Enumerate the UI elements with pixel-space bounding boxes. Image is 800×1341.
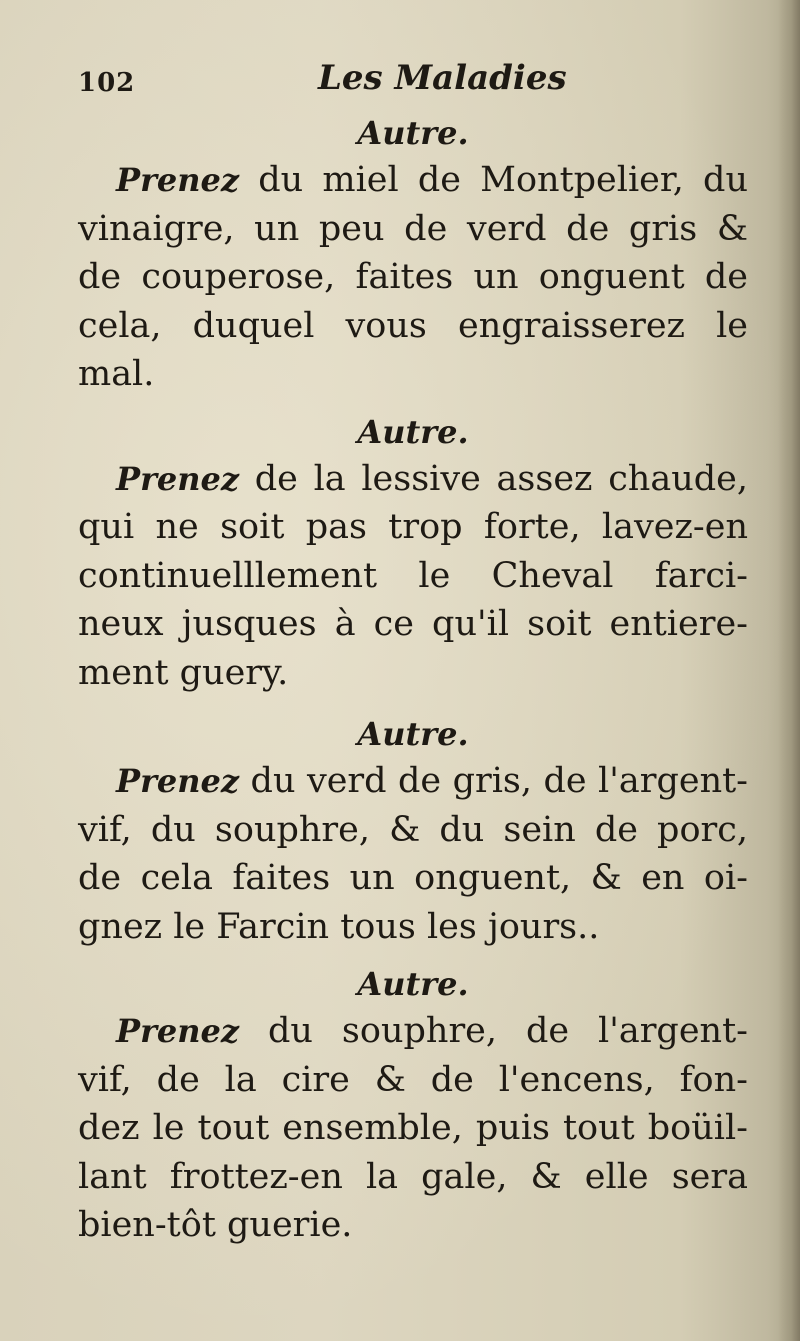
page-header <box>78 58 750 108</box>
text-line: vif, de la cire & de l'encens, fon- <box>78 1059 748 1100</box>
text-line: Prenez du verd de gris, de l'argent- <box>116 761 748 801</box>
section-heading: Autre. <box>357 412 469 451</box>
lead-word: Prenez <box>116 762 240 800</box>
text-line: vinaigre, un peu de verd de gris & <box>78 208 748 249</box>
text-line: Prenez de la lessive assez chaude, <box>116 458 748 499</box>
section-heading: Autre. <box>357 715 469 753</box>
section-heading: Autre. <box>357 965 469 1003</box>
lead-word: Prenez <box>116 161 240 199</box>
recipe-2 <box>78 409 748 698</box>
text-line: neux jusques à ce qu'il soit entiere- <box>78 604 748 644</box>
text-line: de couperose, faites un onguent de <box>78 257 748 297</box>
text-line: gnez le Farcin tous les jours.. <box>78 906 600 947</box>
lead-word: Prenez <box>116 459 240 498</box>
text-line: vif, du souphre, & du sein de porc, <box>78 809 748 850</box>
text-line: mal. <box>78 354 155 394</box>
text-line: Prenez du miel de Montpelier, du <box>116 160 748 200</box>
recipe-3 <box>78 711 748 951</box>
recipe-4 <box>78 961 748 1250</box>
page-body <box>78 110 748 1250</box>
lead-word: Prenez <box>116 1012 240 1050</box>
text-line: bien-tôt guerie. <box>78 1205 353 1245</box>
recipe-1 <box>78 110 748 399</box>
running-title: Les Maladies <box>318 58 567 98</box>
text-line: cela, duquel vous engraisserez le <box>78 305 748 346</box>
text-line: qui ne soit pas trop forte, lavez-en <box>78 507 748 547</box>
page-number: 102 <box>78 68 136 98</box>
text-line: dez le tout ensemble, puis tout boüil- <box>78 1108 748 1148</box>
text-line: de cela faites un onguent, & en oi- <box>78 858 748 898</box>
text-line: lant frottez-en la gale, & elle sera <box>78 1156 748 1197</box>
page-gutter-shadow <box>778 0 800 1341</box>
section-heading: Autre. <box>357 114 469 152</box>
text-line: continuelllement le Cheval farci- <box>78 555 748 596</box>
text-line: ment guery. <box>78 652 289 693</box>
text-line: Prenez du souphre, de l'argent- <box>116 1011 748 1051</box>
